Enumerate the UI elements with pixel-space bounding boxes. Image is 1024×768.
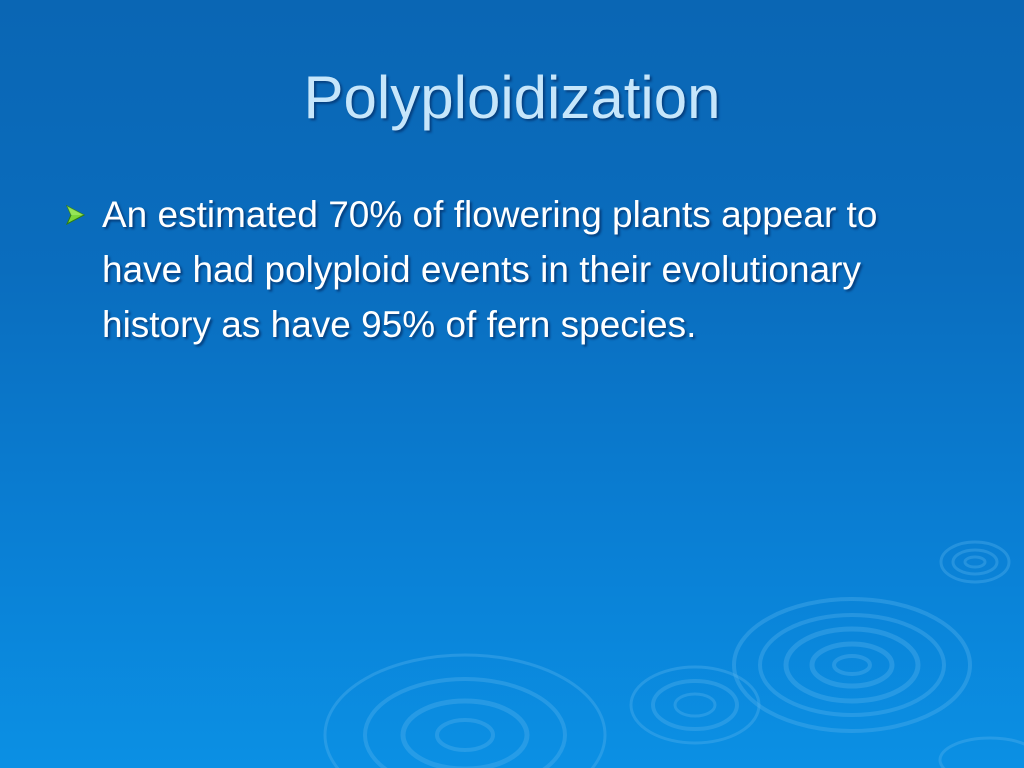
chevron-bullet-icon xyxy=(64,204,88,226)
slide-title: Polyploidization xyxy=(303,64,721,131)
bullet-item xyxy=(64,187,964,352)
bullet-text: An estimated 70% of flowering plants appear to have had polyploid events in their evolutionary history as have 95% of fern species. xyxy=(102,194,878,345)
bullet-list xyxy=(64,187,964,352)
